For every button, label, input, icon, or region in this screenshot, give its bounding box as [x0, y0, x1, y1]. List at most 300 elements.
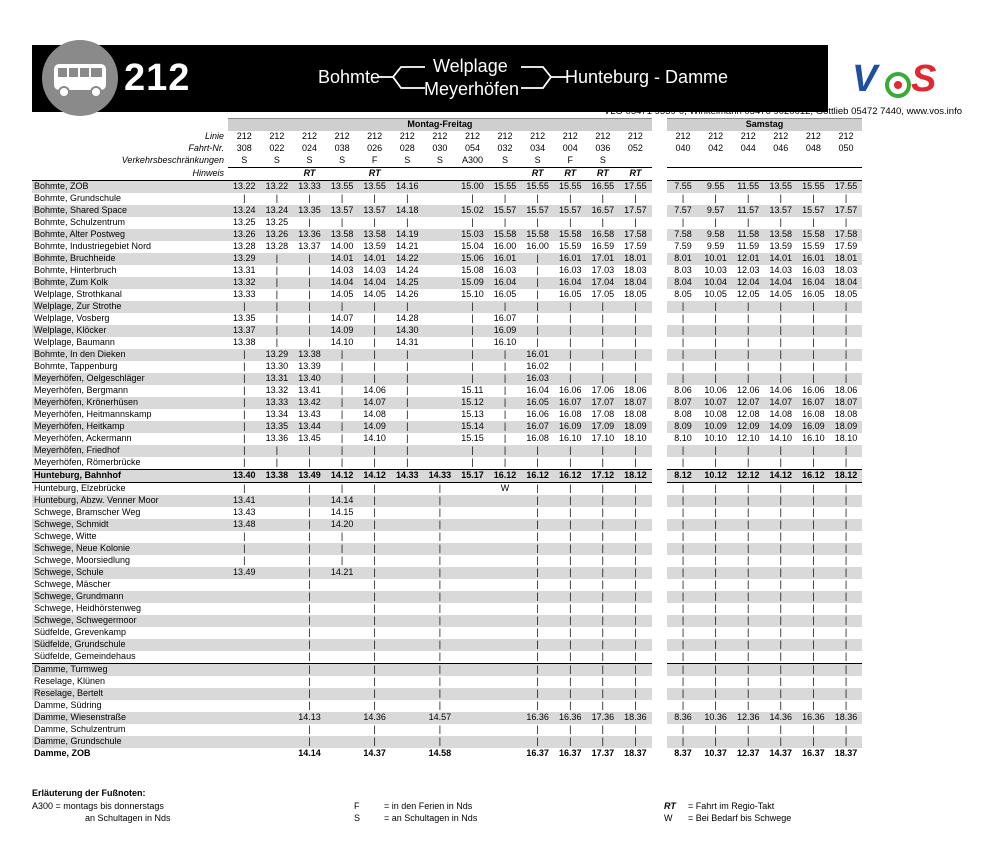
departure-time: 16.59: [591, 241, 615, 252]
stop-name: Südfelde, Gemeindehaus: [34, 651, 136, 662]
departure-time: |: [681, 676, 685, 687]
departure-time: |: [554, 519, 587, 531]
column-gap: [652, 712, 667, 724]
departure-time: [391, 507, 424, 519]
departure-time: |: [554, 639, 587, 651]
departure-time: 16.37: [526, 748, 549, 759]
departure-time: |: [844, 531, 848, 542]
departure-time: 12.03: [736, 265, 760, 276]
departure-time: 14.26: [396, 289, 419, 300]
stop-row: [32, 555, 862, 567]
departure-time: |: [293, 567, 326, 579]
departure-time: 13.34: [265, 409, 289, 420]
departure-time: [391, 567, 424, 579]
stop-name: Damme, Turmweg: [32, 664, 228, 677]
departure-time: |: [812, 676, 815, 687]
departure-time: [391, 579, 424, 591]
departure-time: [456, 615, 489, 627]
departure-time: |: [569, 337, 572, 348]
departure-time: |: [634, 700, 637, 711]
departure-time: |: [424, 615, 457, 627]
stop-row: [32, 433, 862, 445]
column-gap: [652, 615, 667, 627]
departure-time: |: [714, 217, 717, 228]
departure-time: 18.09: [619, 421, 652, 433]
departure-time: 14.36: [765, 712, 798, 724]
column-gap: [652, 265, 667, 277]
departure-time: |: [424, 639, 457, 651]
departure-time: |: [308, 579, 311, 590]
departure-time: |: [438, 603, 442, 614]
departure-time: |: [536, 579, 539, 590]
departure-time: [456, 531, 489, 543]
route-origin: Bohmte: [318, 67, 381, 87]
departure-time: [228, 700, 261, 712]
verkehrsbeschraenkungen-row: [32, 155, 862, 168]
departure-time: |: [358, 543, 391, 555]
verkehr-cell: S: [228, 155, 261, 168]
departure-time: |: [406, 433, 409, 444]
departure-time: |: [714, 579, 717, 590]
departure-time: 17.36: [587, 712, 620, 724]
departure-time: |: [812, 651, 815, 662]
departure-time: 15.11: [461, 385, 484, 396]
column-gap: [652, 555, 667, 567]
departure-time: |: [699, 543, 732, 555]
departure-time: [424, 313, 457, 325]
column-gap: [652, 193, 667, 205]
departure-time: 16.03: [493, 265, 517, 276]
departure-time: |: [536, 457, 539, 468]
departure-time: |: [732, 325, 765, 337]
departure-time: |: [438, 627, 442, 638]
departure-time: |: [747, 193, 750, 204]
departure-time: |: [747, 627, 750, 638]
departure-time: |: [812, 193, 815, 204]
departure-time: |: [293, 688, 326, 700]
departure-time: [326, 748, 359, 760]
departure-time: 9.58: [699, 229, 732, 241]
departure-time: [261, 664, 294, 677]
stop-row: [32, 385, 862, 397]
linie-label: Linie: [204, 131, 224, 142]
verkehrsbeschraenkungen-label: Verkehrsbeschränkungen: [121, 155, 224, 166]
departure-time: |: [681, 337, 685, 348]
departure-time: |: [293, 277, 326, 289]
departure-time: |: [438, 507, 442, 518]
departure-time: |: [619, 688, 652, 700]
departure-time: 7.55: [667, 181, 700, 194]
departure-time: 13.36: [293, 229, 326, 241]
departure-time: |: [554, 688, 587, 700]
stop-name: Schwege, Schmidt: [32, 519, 228, 531]
departure-time: [489, 507, 522, 519]
departure-time: 15.03: [456, 229, 489, 241]
stop-name: Welplage, Zur Strothe: [32, 301, 228, 313]
departure-time: |: [619, 519, 652, 531]
departure-time: 17.58: [830, 229, 863, 241]
stop-name: Schwege, Schule: [32, 567, 228, 579]
departure-time: 18.04: [830, 277, 863, 289]
fahrt-nr-label: Fahrt-Nr.: [188, 143, 224, 154]
departure-time: 13.31: [233, 265, 256, 276]
departure-time: |: [228, 397, 261, 409]
departure-time: |: [569, 724, 572, 735]
departure-time: |: [681, 724, 685, 735]
departure-time: |: [243, 361, 246, 372]
stop-row: [32, 748, 862, 760]
departure-time: [424, 301, 457, 313]
departure-time: 12.01: [732, 253, 765, 265]
departure-time: |: [634, 651, 637, 662]
departure-time: |: [521, 483, 554, 496]
departure-time: [456, 724, 489, 736]
departure-time: [424, 241, 457, 253]
departure-time: |: [293, 445, 326, 457]
departure-time: [424, 421, 457, 433]
departure-time: |: [765, 483, 798, 496]
departure-time: [456, 688, 489, 700]
departure-time: |: [536, 217, 539, 228]
departure-time: |: [601, 555, 604, 566]
departure-time: |: [699, 373, 732, 385]
footnote-s-code: S: [354, 813, 361, 823]
departure-time: [261, 676, 294, 688]
departure-time: |: [634, 531, 637, 542]
departure-time: [424, 253, 457, 265]
departure-time: [456, 736, 489, 748]
departure-time: 13.31: [261, 373, 294, 385]
departure-time: 12.07: [732, 397, 765, 409]
regio-takt-mark: RT: [303, 168, 316, 179]
fahrt-cell: 046: [773, 143, 789, 154]
departure-time: 18.03: [624, 265, 647, 276]
departure-time: [489, 615, 522, 627]
header-blank: [32, 119, 228, 132]
departure-time: 16.10: [802, 433, 825, 444]
departure-time: 13.58: [358, 229, 391, 241]
departure-time: |: [503, 193, 507, 204]
departure-time: 14.33: [391, 470, 424, 483]
departure-time: |: [601, 579, 604, 590]
departure-time: |: [812, 724, 815, 735]
departure-time: 13.33: [233, 289, 256, 300]
departure-time: |: [667, 591, 700, 603]
departure-time: 13.37: [228, 325, 261, 337]
departure-time: |: [601, 603, 604, 614]
departure-time: [456, 603, 489, 615]
departure-time: |: [340, 531, 344, 542]
departure-time: |: [536, 676, 539, 687]
departure-time: |: [503, 457, 507, 468]
stop-row: [32, 445, 862, 457]
departure-time: [489, 688, 522, 700]
departure-time: |: [228, 543, 261, 555]
verkehr-cell: A300: [456, 155, 489, 168]
departure-time: 18.01: [830, 253, 863, 265]
departure-time: 14.31: [396, 337, 419, 348]
departure-time: [456, 495, 489, 507]
departure-time: |: [456, 373, 489, 385]
departure-time: |: [587, 688, 620, 700]
regio-takt-mark: [261, 168, 294, 181]
stop-name: Bohmte, Tappenburg: [34, 361, 118, 372]
bus-icon: [42, 40, 118, 116]
departure-time: |: [765, 301, 798, 313]
departure-time: |: [714, 507, 717, 518]
departure-time: |: [779, 700, 782, 711]
column-gap: [652, 181, 667, 194]
departure-time: |: [521, 639, 554, 651]
departure-time: |: [438, 724, 442, 735]
departure-time: [326, 700, 359, 712]
departure-time: |: [373, 507, 376, 518]
departure-time: |: [391, 445, 424, 457]
departure-time: 13.58: [326, 229, 359, 241]
departure-time: |: [844, 579, 848, 590]
departure-time: 16.36: [554, 712, 587, 724]
departure-time: |: [779, 337, 782, 348]
fahrt-cell: 042: [708, 143, 724, 154]
departure-time: 15.58: [797, 229, 830, 241]
departure-time: |: [830, 591, 863, 603]
departure-time: |: [779, 217, 782, 228]
column-gap: [652, 349, 667, 361]
departure-time: [424, 397, 457, 409]
departure-time: |: [424, 567, 457, 579]
departure-time: |: [521, 615, 554, 627]
departure-time: [261, 555, 294, 567]
departure-time: 17.07: [587, 397, 620, 409]
departure-time: |: [732, 301, 765, 313]
departure-time: |: [699, 664, 732, 677]
departure-time: |: [797, 349, 830, 361]
departure-time: |: [243, 385, 246, 396]
column-gap: [652, 724, 667, 736]
footnote-s-text: = an Schultagen in Nds: [384, 813, 478, 823]
footnote-f-code: F: [354, 801, 360, 811]
departure-time: [424, 181, 457, 194]
departure-time: 17.57: [830, 205, 863, 217]
departure-time: |: [373, 337, 376, 348]
departure-time: |: [569, 457, 572, 468]
departure-time: |: [634, 507, 637, 518]
departure-time: 13.38: [293, 349, 326, 361]
regio-takt-mark: RT: [629, 168, 642, 179]
departure-time: [261, 495, 294, 507]
column-gap: [652, 168, 667, 181]
departure-time: |: [358, 736, 391, 748]
verkehr-cell: S: [261, 155, 294, 168]
stop-row: [32, 217, 862, 229]
departure-time: |: [747, 313, 750, 324]
departure-time: |: [554, 325, 587, 337]
departure-time: |: [619, 301, 652, 313]
stop-name: Bohmte, In den Dieken: [32, 349, 228, 361]
svg-text:V: V: [852, 58, 878, 100]
departure-time: |: [844, 457, 848, 468]
departure-time: |: [293, 325, 326, 337]
departure-time: |: [275, 313, 279, 324]
departure-time: 14.01: [326, 253, 359, 265]
departure-time: 15.12: [456, 397, 489, 409]
departure-time: [228, 627, 261, 639]
departure-time: 18.09: [830, 421, 863, 433]
departure-time: |: [587, 519, 620, 531]
departure-time: |: [619, 639, 652, 651]
departure-time: |: [326, 373, 359, 385]
departure-time: |: [619, 373, 652, 385]
departure-time: [391, 651, 424, 664]
stop-name: Welplage, Klöcker: [32, 325, 228, 337]
departure-time: 14.04: [358, 277, 391, 289]
departure-time: 16.08: [802, 409, 825, 420]
departure-time: |: [536, 700, 539, 711]
departure-time: 8.03: [674, 265, 692, 276]
route-via-upper: Welplage: [433, 56, 508, 76]
departure-time: |: [601, 531, 604, 542]
departure-time: |: [601, 676, 604, 687]
departure-time: |: [489, 373, 522, 385]
departure-time: 17.05: [591, 289, 615, 300]
departure-time: |: [732, 736, 765, 748]
departure-time: [391, 483, 424, 496]
verkehr-cell: F: [358, 155, 391, 168]
contact-info: VLO 05471 9559-0, Winkelmann 05476 9020012, Gottlieb 05472 7440, www.vos.info: [603, 106, 962, 117]
departure-time: 14.36: [358, 712, 391, 724]
departure-time: |: [830, 519, 863, 531]
column-gap: [652, 651, 667, 664]
linie-cell: 212: [805, 131, 821, 142]
fahrt-cell: 044: [740, 143, 756, 154]
departure-time: |: [747, 531, 750, 542]
departure-time: |: [601, 507, 604, 518]
column-gap: [652, 736, 667, 748]
regio-takt-mark: [797, 168, 830, 181]
departure-time: 16.01: [521, 349, 554, 361]
departure-time: 16.55: [587, 181, 620, 194]
stop-name: Schwege, Heidhörstenweg: [34, 603, 142, 614]
column-gap: [652, 217, 667, 229]
stop-name: Schwege, Moorsiedlung: [34, 555, 131, 566]
departure-time: |: [844, 507, 848, 518]
departure-time: [391, 555, 424, 567]
departure-time: 16.05: [802, 289, 825, 300]
departure-time: |: [699, 495, 732, 507]
departure-time: [261, 627, 294, 639]
departure-time: |: [391, 421, 424, 433]
departure-time: 13.28: [265, 241, 289, 252]
departure-time: |: [779, 627, 782, 638]
departure-time: 15.17: [456, 470, 489, 483]
departure-time: [489, 736, 522, 748]
departure-time: 18.08: [624, 409, 647, 420]
departure-time: |: [812, 627, 815, 638]
departure-time: [456, 555, 489, 567]
departure-time: [326, 676, 359, 688]
stop-row: [32, 724, 862, 736]
departure-time: [228, 712, 261, 724]
departure-time: |: [667, 519, 700, 531]
departure-time: |: [699, 519, 732, 531]
departure-time: [261, 712, 294, 724]
departure-time: 16.37: [802, 748, 825, 759]
linie-cell: 212: [595, 131, 611, 142]
departure-time: 13.29: [228, 253, 261, 265]
departure-time: [424, 361, 457, 373]
regio-takt-mark: [456, 168, 489, 181]
departure-time: |: [308, 555, 311, 566]
departure-time: |: [732, 664, 765, 677]
departure-time: 18.36: [619, 712, 652, 724]
departure-time: [489, 543, 522, 555]
departure-time: 14.21: [396, 241, 419, 252]
departure-time: |: [521, 664, 554, 677]
departure-time: |: [601, 627, 604, 638]
departure-time: |: [261, 301, 294, 313]
departure-time: |: [681, 603, 685, 614]
departure-time: 13.25: [233, 217, 256, 228]
footnote-a300-cont: an Schultagen in Nds: [85, 813, 171, 823]
stop-name: Bohmte, Schulzentrum: [34, 217, 126, 228]
departure-time: [489, 724, 522, 736]
day-group-row: [32, 119, 862, 132]
departure-time: |: [424, 736, 457, 748]
departure-time: [261, 639, 294, 651]
departure-time: |: [601, 700, 604, 711]
departure-time: |: [779, 361, 782, 372]
stop-name: Bohmte, Shared Space: [32, 205, 228, 217]
departure-time: 16.12: [489, 470, 522, 483]
departure-time: 18.05: [834, 289, 858, 300]
departure-time: |: [438, 555, 442, 566]
departure-time: |: [358, 664, 391, 677]
regio-takt-mark: [228, 168, 261, 181]
stop-row: [32, 591, 862, 603]
departure-time: |: [521, 688, 554, 700]
departure-time: 14.01: [358, 253, 391, 265]
departure-time: |: [601, 313, 604, 324]
departure-time: |: [667, 736, 700, 748]
verkehr-cell: S: [521, 155, 554, 168]
departure-time: |: [358, 519, 391, 531]
departure-time: 14.07: [358, 397, 391, 409]
departure-time: |: [326, 301, 359, 313]
departure-time: |: [619, 325, 652, 337]
footnotes-title: Erläuterung der Fußnoten:: [32, 788, 146, 798]
departure-time: [261, 507, 294, 519]
column-gap: [652, 457, 667, 470]
stop-row: [32, 421, 862, 433]
linie-cell: 212: [675, 131, 691, 142]
stop-row: [32, 253, 862, 265]
departure-time: 16.12: [521, 470, 554, 483]
stop-name: Schwege, Grundmann: [32, 591, 228, 603]
departure-time: |: [812, 507, 815, 518]
departure-time: |: [714, 313, 717, 324]
departure-time: 15.10: [461, 289, 484, 300]
departure-time: [456, 700, 489, 712]
departure-time: 14.22: [391, 253, 424, 265]
column-gap: [652, 301, 667, 313]
departure-time: 17.10: [591, 433, 615, 444]
departure-time: |: [634, 627, 637, 638]
departure-time: 15.13: [461, 409, 484, 420]
stop-row: [32, 470, 862, 483]
departure-time: 15.55: [521, 181, 554, 194]
departure-time: |: [521, 445, 554, 457]
departure-time: 14.05: [769, 289, 793, 300]
